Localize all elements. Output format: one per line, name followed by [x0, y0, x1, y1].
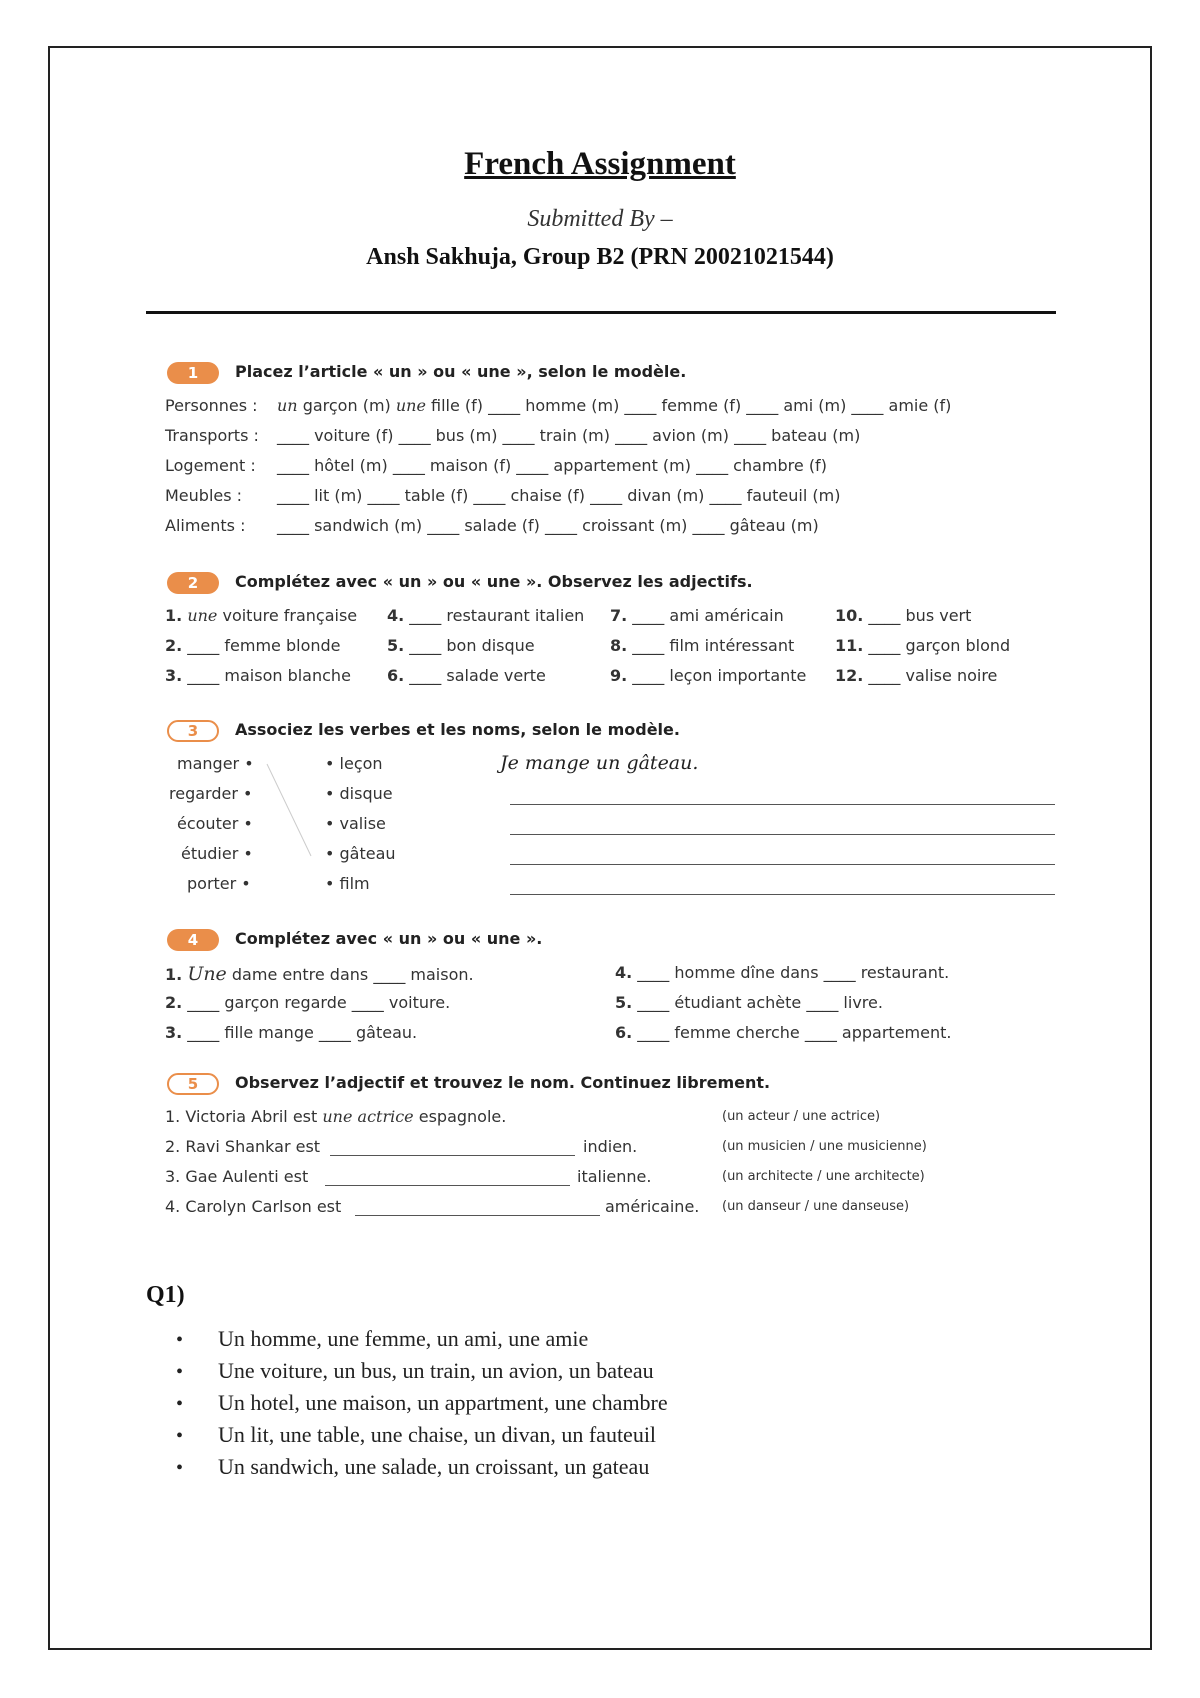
item-hint: (un acteur / une actrice)	[722, 1109, 881, 1124]
item-number: 7.	[610, 606, 628, 625]
item-text: ____ femme cherche ____ appartement.	[632, 1023, 952, 1042]
item-number: 2.	[165, 993, 183, 1012]
exercise-item	[615, 993, 883, 1012]
row-label: Logement :	[165, 456, 256, 475]
bullet-icon: •	[176, 1329, 184, 1351]
answer-line	[355, 1215, 600, 1216]
author-line: Ansh Sakhuja, Group B2 (PRN 20021021544)	[366, 244, 834, 270]
exercise-badge: 4	[167, 929, 219, 951]
item-text: ____ bon disque	[404, 636, 535, 655]
handwritten-answer: une actrice	[322, 1107, 414, 1126]
exercise-item	[615, 963, 949, 982]
exercise-row	[165, 516, 819, 535]
answer-list	[176, 1323, 668, 1483]
item-text: italienne.	[577, 1167, 652, 1186]
answer-text: Un homme, une femme, un ami, une amie	[218, 1326, 589, 1351]
exercise-instruction: Placez l’article « un » ou « une », selon le modèle.	[235, 362, 687, 381]
item-hint: (un danseur / une danseuse)	[722, 1199, 910, 1214]
noun-item: • leçon	[325, 754, 383, 773]
item-text: ____ bus vert	[863, 606, 972, 625]
verb-item: manger •	[177, 754, 254, 773]
exercise-item	[165, 666, 351, 685]
exercise-instruction: Associez les verbes et les noms, selon le modèle.	[235, 720, 680, 739]
item-number: 10.	[835, 606, 864, 625]
item-text: ____ homme dîne dans ____ restaurant.	[632, 963, 950, 982]
handwritten-example: Je mange un gâteau.	[500, 752, 699, 774]
item-text: dame entre dans ____ maison.	[226, 965, 474, 984]
row-label: Personnes :	[165, 396, 258, 415]
item-number: 2.	[165, 636, 183, 655]
item-text: ____ ami américain	[627, 606, 784, 625]
item-text: ____ garçon regarde ____ voiture.	[182, 993, 451, 1012]
handwritten-answer: Une	[187, 963, 227, 985]
list-item	[176, 1387, 668, 1419]
item-text: ____ salade verte	[404, 666, 546, 685]
verb-item: écouter •	[177, 814, 253, 833]
exercise-item	[615, 1023, 951, 1042]
exercise-badge: 1	[167, 362, 219, 384]
noun-item: • disque	[325, 784, 393, 803]
exercise-row	[165, 486, 840, 505]
list-item	[176, 1451, 668, 1483]
row-text: ____ lit (m) ____ table (f) ____ chaise (f) ____ divan (m) ____ fauteuil (m)	[277, 486, 841, 505]
item-hint: (un musicien / une musicienne)	[722, 1139, 927, 1154]
row-text: ____ voiture (f) ____ bus (m) ____ train (m) ____ avion (m) ____ bateau (m)	[277, 426, 861, 445]
row-text: fille (f) ____ homme (m) ____ femme (f) ____ ami (m) ____ amie (f)	[425, 396, 952, 415]
exercise-badge: 3	[167, 720, 219, 742]
bullet-icon: •	[176, 1361, 184, 1383]
item-number: 1.	[165, 965, 183, 984]
answer-line	[510, 864, 1055, 865]
answer-text: Un hotel, une maison, un appartment, une chambre	[218, 1390, 668, 1415]
item-number: 1.	[165, 606, 183, 625]
item-text: 2. Ravi Shankar est	[165, 1137, 321, 1156]
exercise-item	[610, 636, 794, 655]
answer-line	[510, 834, 1055, 835]
exercise-item	[165, 993, 450, 1012]
row-text: garçon (m)	[297, 396, 396, 415]
item-number: 9.	[610, 666, 628, 685]
exercise-item	[387, 606, 584, 625]
matching-line	[265, 762, 315, 862]
item-number: 12.	[835, 666, 864, 685]
item-number: 3.	[165, 1023, 183, 1042]
exercise-item	[165, 606, 357, 625]
item-number: 6.	[387, 666, 405, 685]
list-item	[176, 1323, 668, 1355]
item-text: ____ étudiant achète ____ livre.	[632, 993, 883, 1012]
item-number: 5.	[615, 993, 633, 1012]
exercise-item	[610, 666, 806, 685]
submitted-by-label: Submitted By –	[527, 206, 673, 232]
document-title: French Assignment	[464, 146, 736, 182]
answer-line	[510, 894, 1055, 895]
handwritten-answer: un	[277, 396, 298, 415]
item-hint: (un architecte / une architecte)	[722, 1169, 925, 1184]
item-number: 4.	[387, 606, 405, 625]
noun-item: • film	[325, 874, 370, 893]
answer-line	[510, 804, 1055, 805]
item-text: ____ maison blanche	[182, 666, 351, 685]
exercise-row	[165, 426, 860, 445]
item-text: ____ valise noire	[863, 666, 998, 685]
header-divider	[146, 311, 1056, 314]
item-text: ____ restaurant italien	[404, 606, 585, 625]
exercise-item	[165, 1023, 417, 1042]
exercise-instruction: Observez l’adjectif et trouvez le nom. Continuez librement.	[235, 1073, 771, 1092]
row-text: ____ hôtel (m) ____ maison (f) ____ appartement (m) ____ chambre (f)	[277, 456, 827, 475]
row-label: Meubles :	[165, 486, 243, 505]
exercise-item	[165, 636, 341, 655]
exercise-item	[835, 666, 997, 685]
handwritten-answer: une	[187, 606, 218, 625]
item-text: ____ film intéressant	[627, 636, 795, 655]
item-text: ____ fille mange ____ gâteau.	[182, 1023, 418, 1042]
item-text: ____ garçon blond	[863, 636, 1011, 655]
exercise-item	[387, 666, 546, 685]
answer-text: Une voiture, un bus, un train, un avion, un bateau	[218, 1358, 654, 1383]
item-text: américaine.	[605, 1197, 700, 1216]
verb-item: regarder •	[169, 784, 253, 803]
item-number: 8.	[610, 636, 628, 655]
item-text: voiture française	[217, 606, 358, 625]
question-heading: Q1)	[146, 1282, 185, 1308]
exercise-item	[835, 636, 1010, 655]
noun-item: • valise	[325, 814, 386, 833]
exercise-item	[387, 636, 535, 655]
item-number: 3.	[165, 666, 183, 685]
answer-text: Un sandwich, une salade, un croissant, un gateau	[218, 1454, 650, 1479]
list-item	[176, 1355, 668, 1387]
exercise-item	[165, 963, 474, 985]
exercise-badge: 2	[167, 572, 219, 594]
item-text: 3. Gae Aulenti est	[165, 1167, 309, 1186]
exercise-instruction: Complétez avec « un » ou « une ».	[235, 929, 543, 948]
item-number: 11.	[835, 636, 864, 655]
exercise-badge: 5	[167, 1073, 219, 1095]
exercise-row	[165, 396, 951, 415]
row-label: Transports :	[165, 426, 259, 445]
item-text: espagnole.	[413, 1107, 507, 1126]
exercise-item	[165, 1107, 506, 1126]
verb-item: étudier •	[181, 844, 253, 863]
row-label: Aliments :	[165, 516, 246, 535]
bullet-icon: •	[176, 1393, 184, 1415]
exercise-row	[165, 456, 827, 475]
row-text: ____ sandwich (m) ____ salade (f) ____ croissant (m) ____ gâteau (m)	[277, 516, 819, 535]
item-text: ____ leçon importante	[627, 666, 807, 685]
noun-item: • gâteau	[325, 844, 396, 863]
item-text: 4. Carolyn Carlson est	[165, 1197, 342, 1216]
bullet-icon: •	[176, 1457, 184, 1479]
item-number: 5.	[387, 636, 405, 655]
exercise-item	[610, 606, 784, 625]
list-item	[176, 1419, 668, 1451]
answer-line	[330, 1155, 575, 1156]
bullet-icon: •	[176, 1425, 184, 1447]
verb-item: porter •	[187, 874, 251, 893]
worksheet-image	[165, 362, 1065, 1242]
answer-line	[325, 1185, 570, 1186]
exercise-item	[835, 606, 971, 625]
item-number: 4.	[615, 963, 633, 982]
answer-text: Un lit, une table, une chaise, un divan, un fauteuil	[218, 1422, 657, 1447]
item-text: ____ femme blonde	[182, 636, 341, 655]
item-text: indien.	[583, 1137, 638, 1156]
item-text: 1. Victoria Abril est	[165, 1107, 323, 1126]
item-number: 6.	[615, 1023, 633, 1042]
exercise-instruction: Complétez avec « un » ou « une ». Observez les adjectifs.	[235, 572, 753, 591]
handwritten-answer: une	[395, 396, 426, 415]
